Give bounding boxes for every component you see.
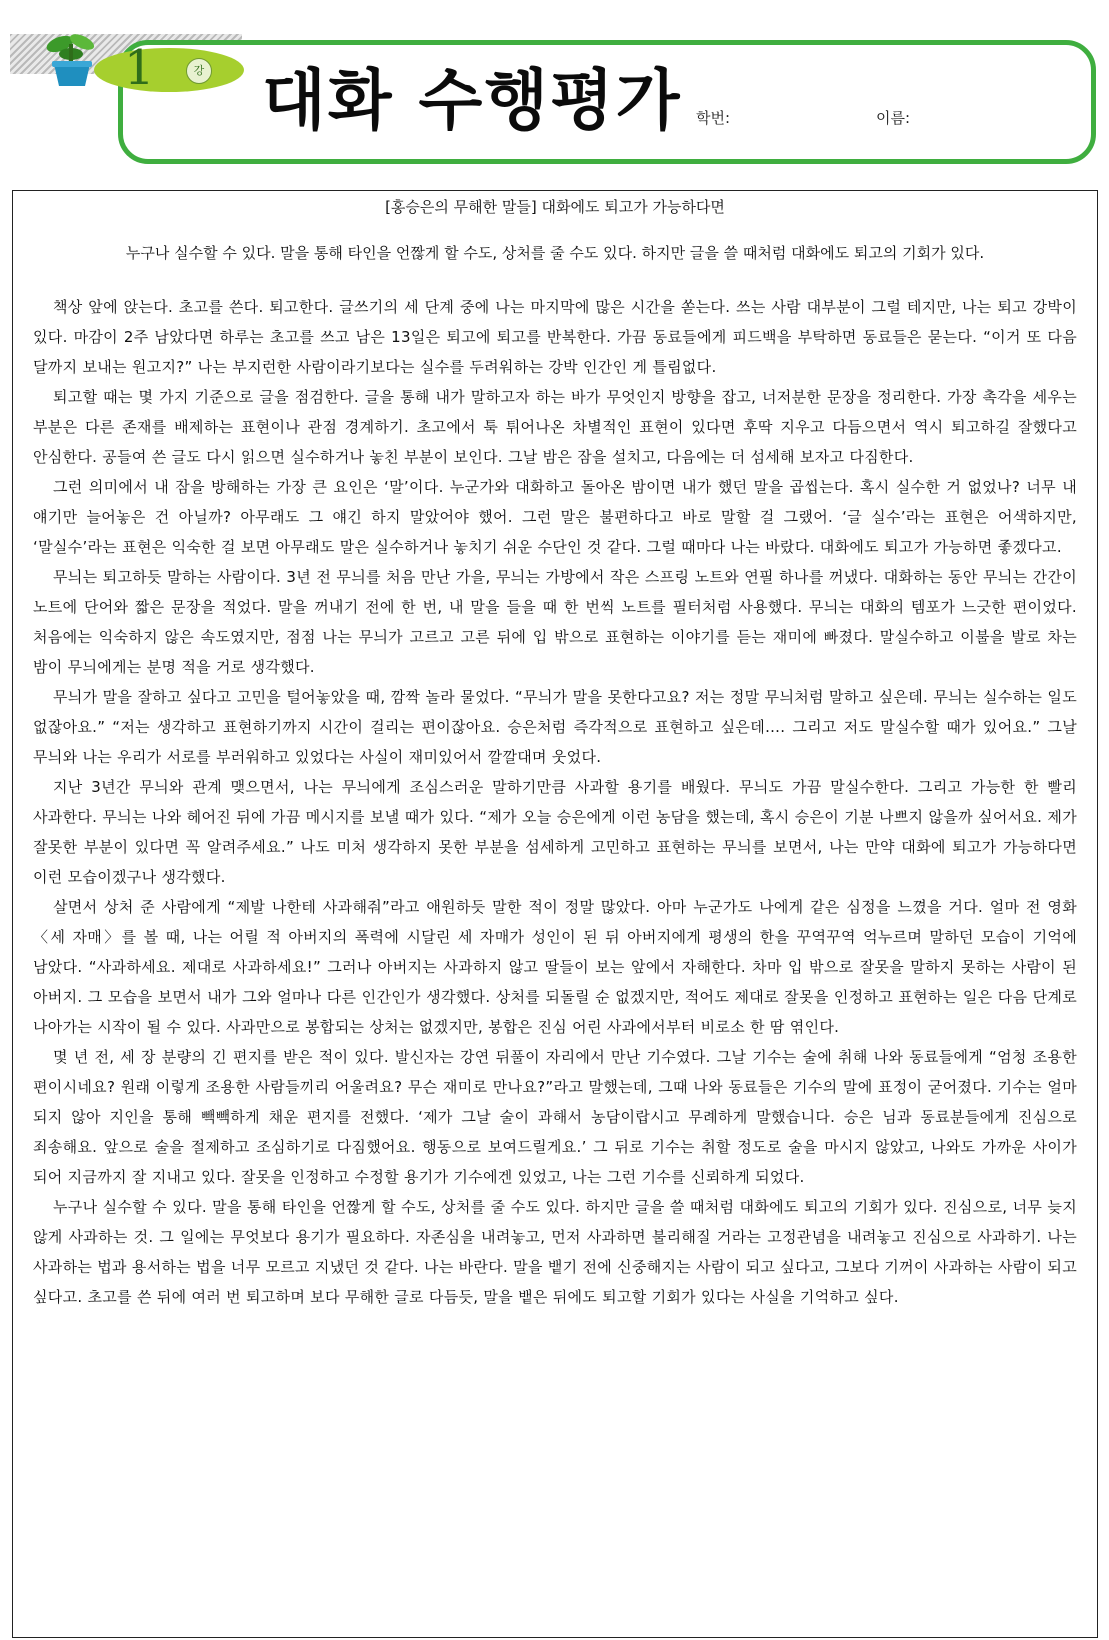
student-id-field[interactable]: 학번: <box>696 109 731 127</box>
article-title: [홍승은의 무해한 말들] 대화에도 퇴고가 가능하다면 <box>385 198 725 216</box>
paragraph: 살면서 상처 준 사람에게 “제발 나한테 사과해줘”라고 애원하듯 말한 적이 정말 많았다. 아마 누군가도 나에게 같은 심정을 느꼈을 거다. 얼마 전 영화 〈세 자매〉를 볼 때, 나는 어릴 적 아버지의 폭력에 시달린 세 자매가 성인이 된 뒤 아버지에게 평생의 한을 꾸역꾸역 억누르며 말하던 모습이 기억에 남았다. “사과하세요. 제대로 사과하세요!” 그러나 아버지는 사과하지 않고 딸들이 보는 앞에서 자해한다. 차마 입 밖으로 잘못을 말하지 못하는 사람이 된 아버지. 그 모습을 보면서 내가 그와 얼마나 다른 인간인가 생각했다. 상처를 되돌릴 순 없겠지만, 적어도 제대로 잘못을 인정하고 표현하는 일은 다음 단계로 나아가는 시작이 될 수 있다. 사과만으로 봉합되는 상처는 없겠지만, 봉합은 진심 어린 사과에서부터 비로소 한 땀 엮인다. <box>33 898 1077 1036</box>
plant-pot-icon <box>38 30 108 90</box>
lesson-number-oval <box>94 48 244 92</box>
paragraph: 몇 년 전, 세 장 분량의 긴 편지를 받은 적이 있다. 발신자는 강연 뒤풀이 자리에서 만난 기수였다. 그날 기수는 술에 취해 나와 동료들에게 “엄청 조용한 편이시네요? 원래 이렇게 조용한 사람들끼리 어울려요? 무슨 재미로 만나요?”라고 말했는데, 그때 나와 동료들은 기수의 말에 표정이 굳어졌다. 기수는 얼마 되지 않아 지인을 통해 빽빽하게 채운 편지를 전했다. ‘제가 그날 술이 과해서 농담이랍시고 무례하게 말했습니다. 승은 님과 동료분들에게 진심으로 죄송해요. 앞으로 술을 절제하고 조심하기로 다짐했어요. 행동으로 보여드릴게요.’ 그 뒤로 기수는 취할 정도로 술을 마시지 않았고, 나와도 가까운 사이가 되어 지금까지 잘 지내고 있다. 잘못을 인정하고 수정할 용기가 기수에겐 있었고, 나는 그런 기수를 신뢰하게 되었다. <box>33 1048 1077 1186</box>
paragraph: 그런 의미에서 내 잠을 방해하는 가장 큰 요인은 ‘말’이다. 누군가와 대화하고 돌아온 밤이면 내가 했던 말을 곱씹는다. 혹시 실수한 거 없었나? 너무 내 얘기만 늘어놓은 건 아닐까? 아무래도 그 얘긴 하지 말았어야 했어. 그런 말은 불편하다고 바로 말할 걸 그랬어. ‘글 실수’라는 표현은 어색하지만, ‘말실수’라는 표현은 익숙한 걸 보면 아무래도 말은 실수하거나 놓치기 쉬운 수단인 것 같다. 그럴 때마다 나는 바랐다. 대화에도 퇴고가 가능하면 좋겠다고. <box>33 478 1077 556</box>
paragraph: 지난 3년간 무늬와 관계 맺으면서, 나는 무늬에게 조심스러운 말하기만큼 사과할 용기를 배웠다. 무늬도 가끔 말실수한다. 그리고 가능한 한 빨리 사과한다. 무늬는 나와 헤어진 뒤에 가끔 메시지를 보낼 때가 있다. “제가 오늘 승은에게 이런 농담을 했는데, 혹시 승은이 기분 나쁘지 않을까 싶어서요. 제가 잘못한 부분이 있다면 꼭 알려주세요.” 나도 미처 생각하지 못한 부분을 섬세하게 고민하고 표현하는 무늬를 보면서, 나는 만약 대화에 퇴고가 가능하다면 이런 모습이겠구나 생각했다. <box>33 778 1077 886</box>
lesson-number: 1 <box>124 40 155 96</box>
paragraph: 무늬가 말을 잘하고 싶다고 고민을 털어놓았을 때, 깜짝 놀라 물었다. “무늬가 말을 못한다고요? 저는 정말 무늬처럼 말하고 싶은데. 무늬는 실수하는 일도 없잖아요.” “저는 생각하고 표현하기까지 시간이 걸리는 편이잖아요. 승은처럼 즉각적으로 표현하고 싶은데…. 그리고 저도 말실수할 때가 있어요.” 그날 무늬와 나는 우리가 서로를 부러워하고 있었다는 사실이 재미있어서 깔깔대며 웃었다. <box>33 688 1077 766</box>
paragraph: 책상 앞에 앉는다. 초고를 쓴다. 퇴고한다. 글쓰기의 세 단계 중에 나는 마지막에 많은 시간을 쏟는다. 쓰는 사람 대부분이 그럴 테지만, 나는 퇴고 강박이 있다. 마감이 2주 남았다면 하루는 초고를 쓰고 남은 13일은 퇴고에 퇴고를 반복한다. 가끔 동료들에게 피드백을 부탁하면 동료들은 묻는다. “이거 또 다음 달까지 보내는 원고지?” 나는 부지런한 사람이라기보다는 실수를 두려워하는 강박 인간인 게 틀림없다. <box>33 298 1077 376</box>
paragraph: 누구나 실수할 수 있다. 말을 통해 타인을 언짢게 할 수도, 상처를 줄 수도 있다. 하지만 글을 쓸 때처럼 대화에도 퇴고의 기회가 있다. 진심으로, 너무 늦지 않게 사과하는 것. 그 일에는 무엇보다 용기가 필요하다. 자존심을 내려놓고, 먼저 사과하면 불리해질 거라는 고정관념을 내려놓고 진심으로 사과하기. 나는 사과하는 법과 용서하는 법을 너무 모르고 지냈던 것 같다. 나는 바란다. 말을 뱉기 전에 신중해지는 사람이 되고 싶다고, 그보다 기꺼이 사과하는 사람이 되고 싶다고. 초고를 쓴 뒤에 여러 번 퇴고하며 보다 무해한 글로 다듬듯, 말을 뱉은 뒤에도 퇴고할 기회가 있다는 사실을 기억하고 싶다. <box>33 1198 1077 1306</box>
paragraph: 퇴고할 때는 몇 가지 기준으로 글을 점검한다. 글을 통해 내가 말하고자 하는 바가 무엇인지 방향을 잡고, 너저분한 문장을 정리한다. 가장 촉각을 세우는 부분은 다른 존재를 배제하는 표현이나 관점 경계하기. 초고에서 툭 튀어나온 차별적인 표현이 있다면 후딱 지우고 다듬으면서 역시 퇴고하길 잘했다고 안심한다. 공들여 쓴 글도 다시 읽으면 실수하거나 놓친 부분이 보인다. 그날 밤은 잠을 설치고, 다음에는 더 섬세해 보자고 다짐한다. <box>33 388 1077 466</box>
worksheet-header <box>0 0 1109 180</box>
student-name-field[interactable]: 이름: <box>876 109 911 127</box>
lesson-badge: 강 <box>186 58 212 84</box>
article-box <box>12 190 1098 1638</box>
article-lead: 누구나 실수할 수 있다. 말을 통해 타인을 언짢게 할 수도, 상처를 줄 수도 있다. 하지만 글을 쓸 때처럼 대화에도 퇴고의 기회가 있다. <box>125 244 985 262</box>
page-title: 대화 수행평가 <box>262 62 682 139</box>
paragraph: 무늬는 퇴고하듯 말하는 사람이다. 3년 전 무늬를 처음 만난 가을, 무늬는 가방에서 작은 스프링 노트와 연필 하나를 꺼냈다. 대화하는 동안 무늬는 간간이 노트에 단어와 짧은 문장을 적었다. 말을 꺼내기 전에 한 번, 내 말을 들을 때 한 번씩 노트를 필터처럼 사용했다. 무늬는 대화의 템포가 느긋한 편이었다. 처음에는 익숙하지 않은 속도였지만, 점점 나는 무늬가 고르고 고른 뒤에 입 밖으로 표현하는 이야기를 듣는 재미에 빠졌다. 말실수하고 이불을 발로 차는 밤이 무늬에게는 분명 적을 거로 생각했다. <box>33 568 1077 676</box>
